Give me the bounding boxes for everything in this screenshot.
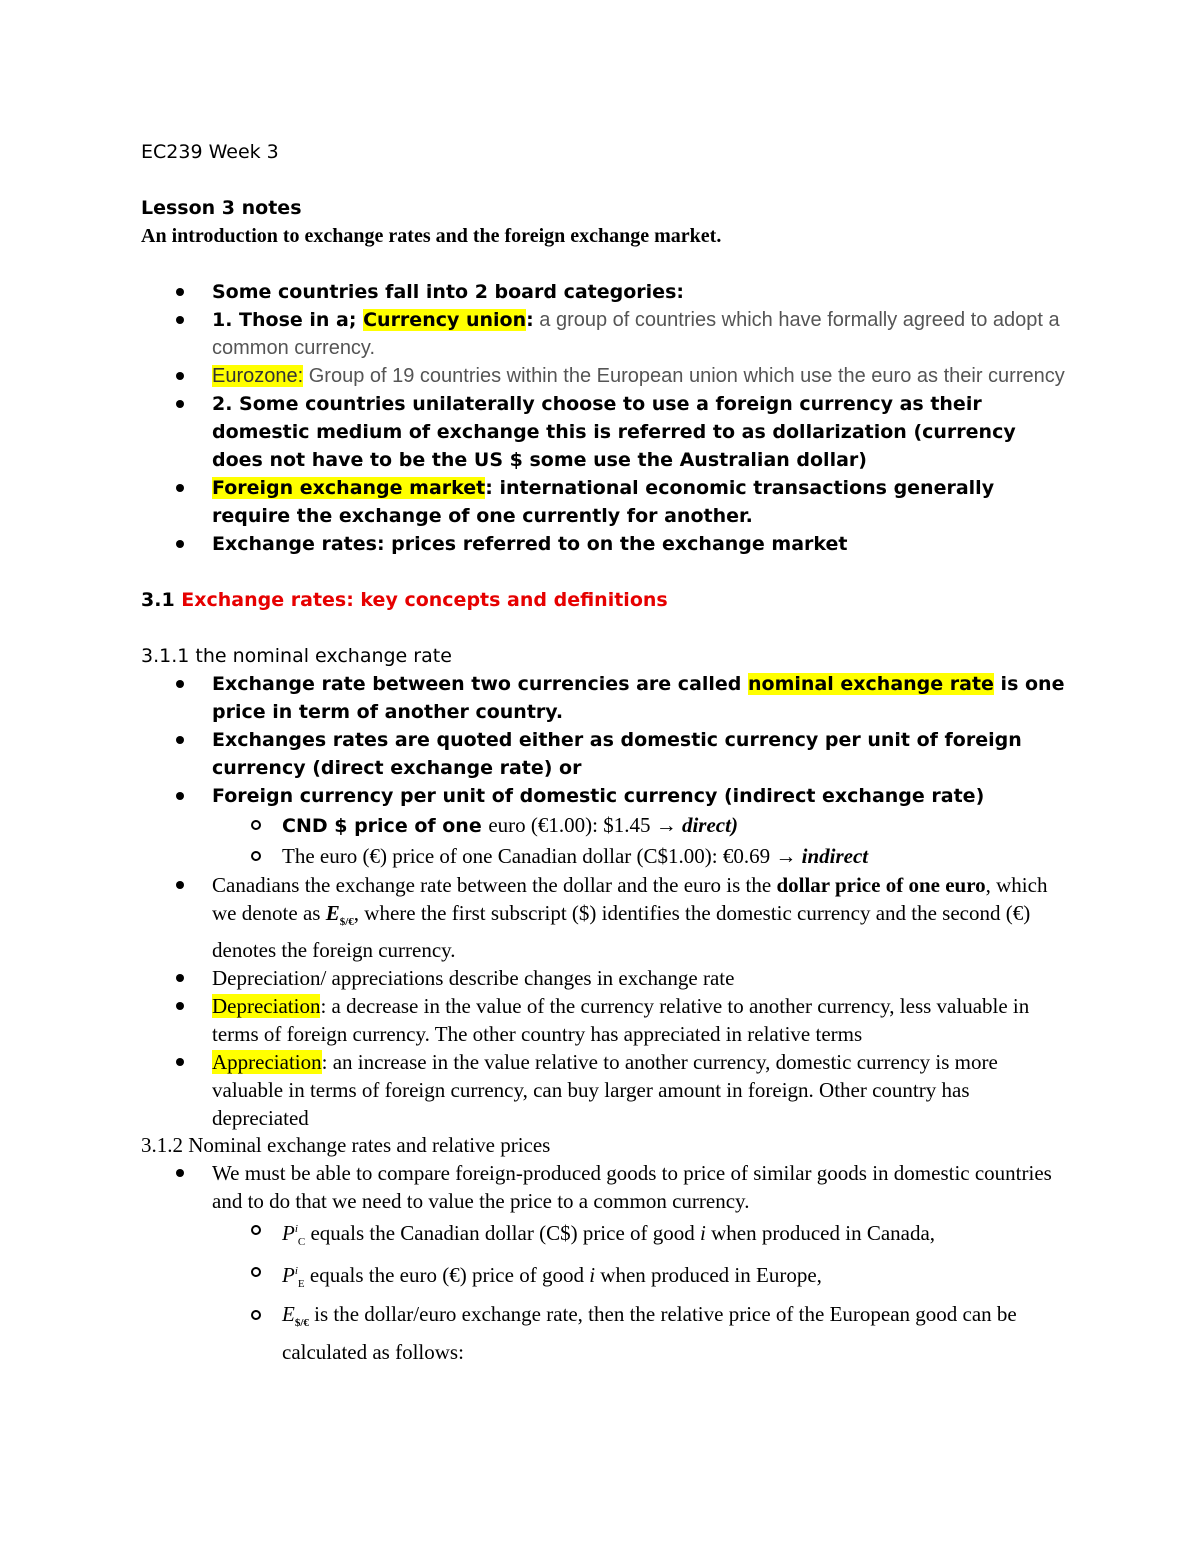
lesson-title: Lesson 3 notes xyxy=(141,197,302,219)
list-item: Eurozone: Group of 19 countries within the European union which use the euro as their currency xyxy=(141,362,1071,390)
list-item: $E_{\$/€}$ is the dollar/euro exchange rate, then the relative price of the European good can be calculated as follows: xyxy=(141,1300,1071,1367)
definition-bullet-list xyxy=(141,871,1071,1132)
highlight-term: Depreciation xyxy=(212,994,321,1019)
list-item: Foreign exchange market: international economic transactions generally require the exchange of one currently for another. xyxy=(141,474,1071,530)
nominal-rate-bullet-list xyxy=(141,670,1071,871)
list-item: Exchange rates: prices referred to on the exchange market xyxy=(141,530,1071,558)
highlight-term: nominal exchange rate xyxy=(748,673,994,695)
relative-prices-bullet-list xyxy=(141,1159,1071,1367)
document-page xyxy=(141,138,1071,1367)
section-heading-3-1-2: 3.1.2 Nominal exchange rates and relative prices xyxy=(141,1133,551,1158)
list-item: $P^i_E$ equals the euro (€) price of good i when produced in Europe, xyxy=(141,1257,1071,1299)
lesson-subtitle: An introduction to exchange rates and the foreign exchange market. xyxy=(141,225,722,247)
highlight-term: Appreciation xyxy=(212,1050,322,1075)
list-item: Depreciation/ appreciations describe changes in exchange rate xyxy=(141,964,1071,992)
section-heading-3-1: 3.1 Exchange rates: key concepts and definitions xyxy=(141,589,668,611)
rate-example-list xyxy=(141,810,1071,871)
list-item: Exchange rate between two currencies are called nominal exchange rate is one price in term of another country. xyxy=(141,670,1071,726)
highlight-term: Eurozone: xyxy=(212,365,304,387)
list-item: 2. Some countries unilaterally choose to use a foreign currency as their domestic medium of exchange this is referred to as dollarization (currency does not have to be the US $ some use the Australian dollar) xyxy=(141,390,1071,474)
formula-term-list xyxy=(141,1215,1071,1367)
list-item: $P^i_C$ equals the Canadian dollar (C$) price of good i when produced in Canada, xyxy=(141,1215,1071,1257)
list-item: Exchanges rates are quoted either as domestic currency per unit of foreign currency (direct exchange rate) or xyxy=(141,726,1071,782)
course-title: EC239 Week 3 xyxy=(141,141,279,163)
list-item: Some countries fall into 2 board categories: xyxy=(141,278,1071,306)
list-item: We must be able to compare foreign-produced goods to price of similar goods in domestic countries and to do that we need to value the price to a common currency. $P^i_C$ equals the Canadian dollar (C$) price of good i when produced in Canada, $P^i_E$ equals the euro (€) price of good i when produced in Europe, $E_{\$/€}$ is the dollar/euro exchange rate, then the relative price of the European good can be calculated as follows: xyxy=(141,1159,1071,1367)
list-item: Foreign currency per unit of domestic currency (indirect exchange rate) CND $ price of one euro (€1.00): $1.45 → direct) The euro (€) price of one Canadian dollar (C$1.00): €0.69 → indirect xyxy=(141,782,1071,871)
list-item: Canadians the exchange rate between the dollar and the euro is the dollar price of one euro, which we denote as $E_{\$/€}$, where the first subscript ($) identifies the domestic currency and the second (€) denotes the foreign currency. xyxy=(141,871,1071,964)
highlight-term: Foreign exchange market xyxy=(212,477,486,499)
list-item: Appreciation: an increase in the value relative to another currency, domestic currency is more valuable in terms of foreign currency, can buy larger amount in foreign. Other country has depreciated xyxy=(141,1048,1071,1132)
list-item: 1. Those in a; Currency union: a group of countries which have formally agreed to adopt a common currency. xyxy=(141,306,1071,362)
list-item: CND $ price of one euro (€1.00): $1.45 → direct) xyxy=(141,810,1071,841)
intro-bullet-list xyxy=(141,278,1071,558)
list-item: Depreciation: a decrease in the value of the currency relative to another currency, less valuable in terms of foreign currency. The other country has appreciated in relative terms xyxy=(141,992,1071,1048)
section-heading-3-1-1: 3.1.1 the nominal exchange rate xyxy=(141,645,452,667)
list-item: The euro (€) price of one Canadian dollar (C$1.00): €0.69 → indirect xyxy=(141,841,1071,871)
highlight-term: Currency union xyxy=(363,309,527,331)
